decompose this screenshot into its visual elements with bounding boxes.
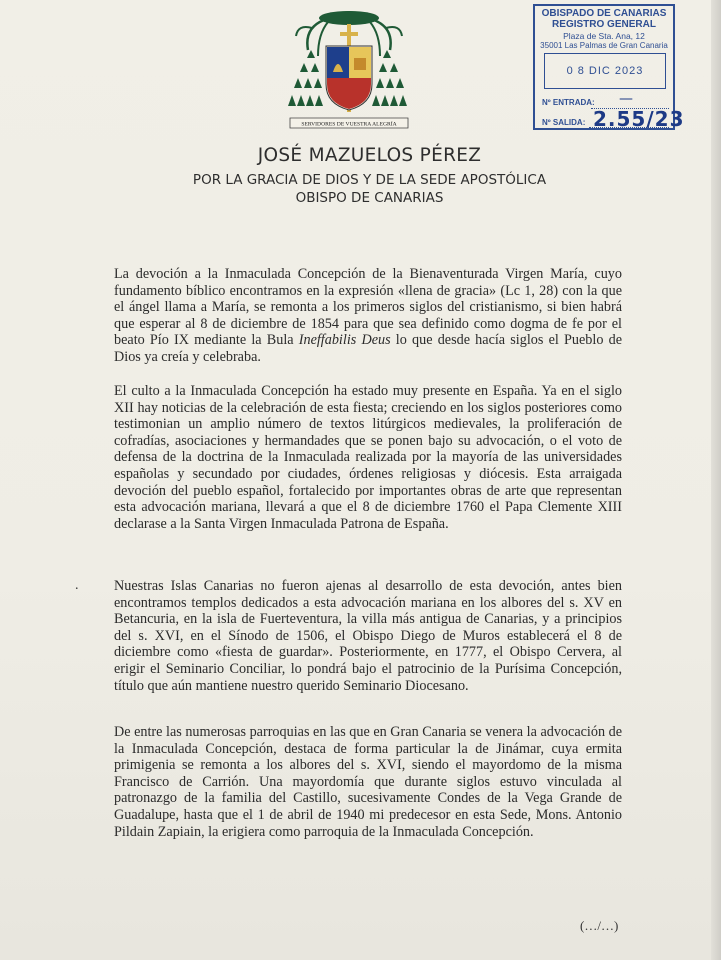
stamp-office: OBISPADO DE CANARIAS [541, 8, 667, 19]
continuation-mark: (…/…) [580, 918, 619, 933]
stamp-address: Plaza de Sta. Ana, 12 [563, 31, 645, 41]
stamp-city: 35001 Las Palmas de Gran Canaria [540, 41, 668, 50]
paragraph-1-text-b: lo que desde hacía siglos el Pueblo de Dios ya creía y celebraba. [114, 332, 622, 365]
episcopal-coat-of-arms [284, 6, 414, 134]
paragraph-1-bull-title: Ineffabilis Deus [298, 332, 391, 349]
stamp-entrada-label: Nº ENTRADA: [542, 98, 595, 107]
page-edge [711, 0, 721, 960]
arms-motto: SERVIDORES DE VUESTRA ALEGRÍA [301, 121, 397, 128]
bishop-see: OBISPO DE CANARIAS [295, 190, 444, 206]
bishop-name: JOSÉ MAZUELOS PÉREZ [257, 145, 482, 166]
registry-stamp [533, 4, 685, 131]
margin-dot: . [75, 578, 79, 593]
stamp-registry: REGISTRO GENERAL [552, 19, 656, 30]
stamp-date: 0 8 DIC 2023 [566, 65, 644, 77]
paragraph-3: Nuestras Islas Canarias no fueron ajenas al desarrollo de esta devoción, antes bien encontramos templos dedicados a esta advocación mariana en los albores del s. XV en Betancuria, en la isla de Fuerteventura, la villa más antigua de Canarias, y a principios del s. XVI, en el Sínodo de 1506, el Obispo Diego de Muros establecerá el 8 de diciembre como «fiesta de guardar». Posteriormente, en 1777, el Obispo Cervera, al erigir el Seminario Conciliar, lo pondrá bajo el patrocinio de la Purísima Concepción, título que aún mantiene nuestro querido Seminario Diocesano. [114, 578, 622, 694]
paragraph-2: El culto a la Inmaculada Concepción ha estado muy presente en España. Ya en el siglo XII hay noticias de la celebración de esta fiesta; creciendo en los siglos posteriores como testimonian un amplio número de textos litúrgicos medievales, la proliferación de cofradías, asociaciones y hermandades que se ponen bajo su advocación, o el voto de defensa de la doctrina de la Inmaculada realizada por la mayoría de las universidades españolas y secundado por ciudades, órdenes religiosas y diócesis. Esta arraigada devoción del pueblo español, fortalecido por importantes obras de arte que representan esta advocación mariana, llevará a que el 8 de diciembre 1760 el Papa Clemente XIII declarase a la Santa Virgen Inmaculada Patrona de España. [114, 383, 622, 532]
bishop-title-line: POR LA GRACIA DE DIOS Y DE LA SEDE APOSTÓLICA [192, 172, 547, 188]
paragraph-1-text-a: La devoción a la Inmaculada Concepción de la Bienaventurada Virgen María, cuyo fundamento bíblico encontramos en la expresión «llena de gracia» (Lc 1, 28) con la que el ángel llama a María, se remonta a los primeros siglos del cristianismo, si bien habrá que esperar al 8 de diciembre de 1854 para que sea definido como dogma de fe por el beato Pío IX mediante la Bula [114, 266, 622, 349]
stamp-date-box [544, 53, 666, 89]
paragraph-4: De entre las numerosas parroquias en las que en Gran Canaria se venera la advocación de la Inmaculada Concepción, destaca de forma particular la de Jinámar, cuya ermita primigenia se remonta a los albores del s. XVI, siendo el mayordomo de la misma Francisco de Carrión. Una mayordomía que durante siglos estuvo vinculada al patronazgo de la familia del Castillo, sucesivamente Condes de la Vega Grande de Guadalupe, hasta que el 1 de abril de 1940 mi predecesor en esta Sede, Mons. Antonio Pildain Zapiain, la erigiera como parroquia de la Inmaculada Concepción. [114, 724, 622, 840]
stamp-entrada-value: — [619, 91, 633, 107]
stamp-salida-value: 2.55/23 [593, 107, 685, 131]
paragraph-1 [114, 266, 622, 366]
stamp-salida-label: Nº SALIDA: [542, 118, 586, 127]
